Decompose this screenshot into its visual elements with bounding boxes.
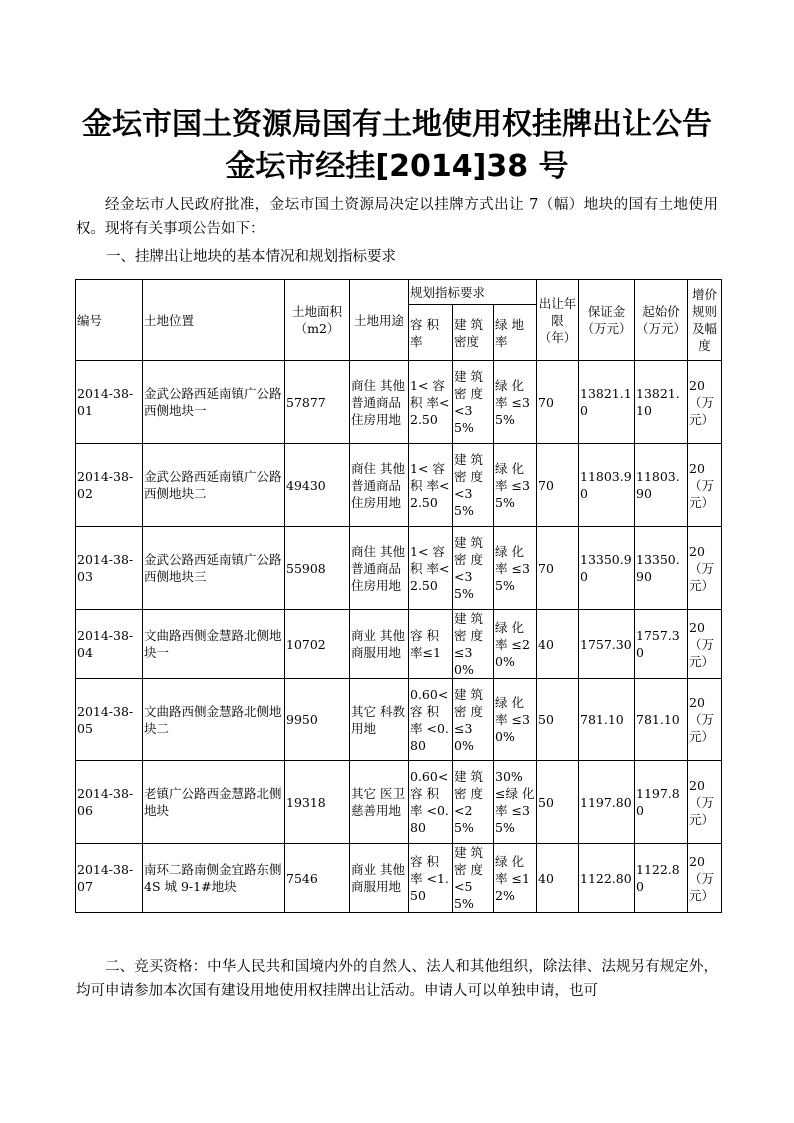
cell-start-price: 781.10 bbox=[635, 679, 688, 761]
cell-area: 49430 bbox=[285, 444, 350, 527]
section-2-paragraph: 二、竞买资格：中华人民共和国境内外的自然人、法人和其他组织，除法律、法规另有规定外，均可申请参加本次国有建设用地使用权挂牌出让活动。申请人可以单独申请，也可 bbox=[76, 959, 718, 999]
cell-green: 绿 化率 ≤35% bbox=[494, 444, 537, 527]
cell-density: 建 筑密 度<35% bbox=[453, 444, 494, 527]
notice-title: 金坛市国土资源局国有土地使用权挂牌出让公告 bbox=[82, 107, 712, 142]
header-increment: 增价规则及幅度 bbox=[688, 280, 722, 361]
cell-location: 金武公路西延南镇广公路西侧地块三 bbox=[143, 527, 285, 610]
cell-deposit: 13350.90 bbox=[579, 527, 635, 610]
section-1-heading: 一、挂牌出让地块的基本情况和规划指标要求 bbox=[106, 249, 396, 265]
cell-location: 金武公路西延南镇广公路西侧地块一 bbox=[143, 361, 285, 444]
cell-green: 30% ≤绿 化率 ≤35% bbox=[494, 761, 537, 844]
cell-use: 商住 其他普通商品住房用地 bbox=[350, 527, 409, 610]
cell-area: 9950 bbox=[285, 679, 350, 761]
cell-far: 容 积率≤1 bbox=[409, 610, 453, 679]
cell-start-price: 1197.80 bbox=[635, 761, 688, 844]
header-id: 编号 bbox=[76, 280, 143, 361]
cell-deposit: 11803.90 bbox=[579, 444, 635, 527]
cell-green: 绿 化率 ≤12% bbox=[494, 844, 537, 913]
cell-green: 绿 化率 ≤30% bbox=[494, 679, 537, 761]
cell-area: 57877 bbox=[285, 361, 350, 444]
cell-term: 70 bbox=[537, 361, 579, 444]
cell-location: 老镇广公路西金慧路北侧地块 bbox=[143, 761, 285, 844]
cell-increment: 20 （万元） bbox=[688, 761, 722, 844]
cell-term: 40 bbox=[537, 844, 579, 913]
cell-density: 建 筑密 度≤30% bbox=[453, 679, 494, 761]
cell-id: 2014-38-03 bbox=[76, 527, 143, 610]
cell-start-price: 1757.30 bbox=[635, 610, 688, 679]
cell-area: 7546 bbox=[285, 844, 350, 913]
cell-use: 其它 医卫慈善用地 bbox=[350, 761, 409, 844]
cell-id: 2014-38-04 bbox=[76, 610, 143, 679]
cell-increment: 20 （万元） bbox=[688, 444, 722, 527]
cell-density: 建 筑密 度<55% bbox=[453, 844, 494, 913]
cell-deposit: 13821.10 bbox=[579, 361, 635, 444]
cell-start-price: 11803.90 bbox=[635, 444, 688, 527]
cell-density: 建 筑密 度<25% bbox=[453, 761, 494, 844]
cell-id: 2014-38-07 bbox=[76, 844, 143, 913]
cell-area: 19318 bbox=[285, 761, 350, 844]
header-far: 容 积率 bbox=[409, 305, 453, 361]
cell-density: 建 筑密 度<35% bbox=[453, 527, 494, 610]
intro-paragraph: 经金坛市人民政府批准，金坛市国土资源局决定以挂牌方式出让 7（幅）地块的国有土地使用权。现将有关事项公告如下： bbox=[76, 197, 718, 237]
header-deposit: 保证金（万元） bbox=[579, 280, 635, 361]
cell-green: 绿 化率 ≤35% bbox=[494, 527, 537, 610]
cell-use: 商住 其他普通商品住房用地 bbox=[350, 361, 409, 444]
cell-deposit: 1122.80 bbox=[579, 844, 635, 913]
table-row bbox=[76, 527, 722, 610]
cell-far: 容 积率 <1.50 bbox=[409, 844, 453, 913]
table-row bbox=[76, 444, 722, 527]
cell-id: 2014-38-02 bbox=[76, 444, 143, 527]
cell-deposit: 781.10 bbox=[579, 679, 635, 761]
header-use: 土地用途 bbox=[350, 280, 409, 361]
cell-start-price: 1122.80 bbox=[635, 844, 688, 913]
cell-far: 0.60< 容 积率 <0.80 bbox=[409, 679, 453, 761]
table-row bbox=[76, 844, 722, 913]
cell-increment: 20 （万元） bbox=[688, 610, 722, 679]
cell-term: 70 bbox=[537, 527, 579, 610]
cell-id: 2014-38-05 bbox=[76, 679, 143, 761]
cell-start-price: 13350.90 bbox=[635, 527, 688, 610]
header-start-price: 起始价（万元） bbox=[635, 280, 688, 361]
cell-green: 绿 化率 ≤35% bbox=[494, 361, 537, 444]
cell-id: 2014-38-06 bbox=[76, 761, 143, 844]
cell-far: 1< 容积 率<2.50 bbox=[409, 361, 453, 444]
table-row bbox=[76, 679, 722, 761]
cell-area: 55908 bbox=[285, 527, 350, 610]
cell-location: 文曲路西侧金慧路北侧地块二 bbox=[143, 679, 285, 761]
cell-use: 商业 其他商服用地 bbox=[350, 610, 409, 679]
cell-far: 1< 容积 率<2.50 bbox=[409, 527, 453, 610]
cell-far: 1< 容积 率<2.50 bbox=[409, 444, 453, 527]
header-location: 土地位置 bbox=[143, 280, 285, 361]
cell-green: 绿 化率 ≤20% bbox=[494, 610, 537, 679]
cell-use: 商业 其他商服用地 bbox=[350, 844, 409, 913]
land-parcel-table bbox=[75, 279, 722, 913]
table-row bbox=[76, 610, 722, 679]
header-planning: 规划指标要求 bbox=[409, 280, 537, 305]
cell-term: 50 bbox=[537, 679, 579, 761]
cell-deposit: 1757.30 bbox=[579, 610, 635, 679]
document-number: 金坛市经挂[2014]38 号 bbox=[225, 149, 569, 184]
cell-location: 文曲路西侧金慧路北侧地块一 bbox=[143, 610, 285, 679]
cell-id: 2014-38-01 bbox=[76, 361, 143, 444]
header-density: 建 筑密度 bbox=[453, 305, 494, 361]
cell-density: 建 筑密 度<35% bbox=[453, 361, 494, 444]
cell-area: 10702 bbox=[285, 610, 350, 679]
cell-start-price: 13821.10 bbox=[635, 361, 688, 444]
table-row bbox=[76, 361, 722, 444]
cell-term: 40 bbox=[537, 610, 579, 679]
cell-location: 南环二路南侧金宜路东侧 4S 城 9-1#地块 bbox=[143, 844, 285, 913]
cell-density: 建 筑密 度≤30% bbox=[453, 610, 494, 679]
cell-use: 商住 其他普通商品住房用地 bbox=[350, 444, 409, 527]
header-term: 出让年限（年） bbox=[537, 280, 579, 361]
cell-far: 0.60< 容 积率 <0.80 bbox=[409, 761, 453, 844]
cell-increment: 20 （万元） bbox=[688, 527, 722, 610]
cell-deposit: 1197.80 bbox=[579, 761, 635, 844]
cell-increment: 20 （万元） bbox=[688, 361, 722, 444]
cell-increment: 20 （万元） bbox=[688, 679, 722, 761]
cell-increment: 20 （万元） bbox=[688, 844, 722, 913]
cell-location: 金武公路西延南镇广公路西侧地块二 bbox=[143, 444, 285, 527]
cell-use: 其它 科教用地 bbox=[350, 679, 409, 761]
header-area: 土地面积（m2） bbox=[285, 280, 350, 361]
table-row bbox=[76, 761, 722, 844]
cell-term: 50 bbox=[537, 761, 579, 844]
cell-term: 70 bbox=[537, 444, 579, 527]
header-green: 绿 地率 bbox=[494, 305, 537, 361]
